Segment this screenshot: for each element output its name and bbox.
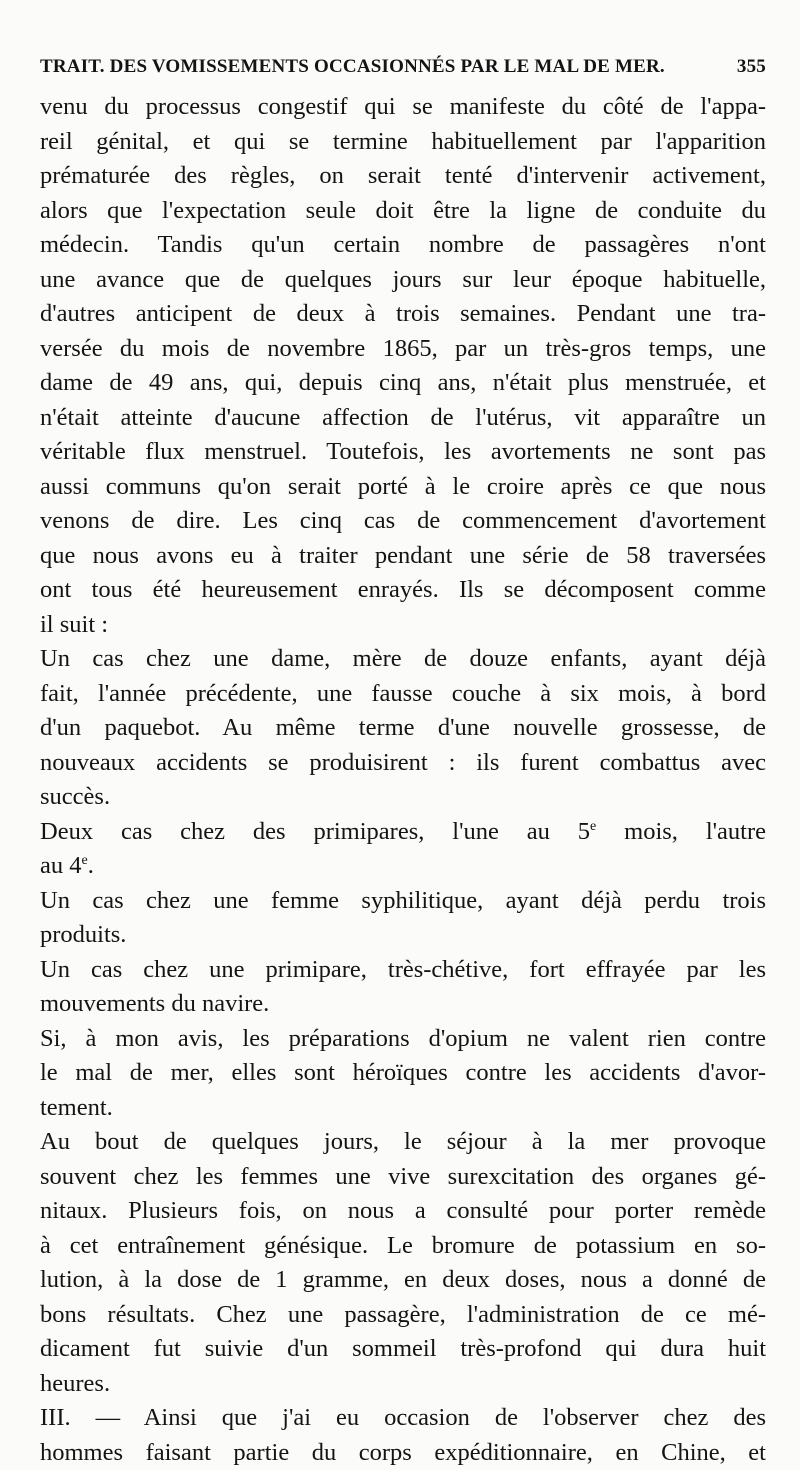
text-line: [40, 366, 766, 401]
text-line-content: d'un paquebot. Au même terme d'une nouvelle grossesse, de: [40, 714, 766, 741]
text-line: [40, 1436, 766, 1470]
text-line: [40, 1367, 766, 1402]
text-line: [40, 125, 766, 160]
text-line-content: dicament fut suivie d'un sommeil très-profond qui dura huit: [40, 1335, 766, 1362]
text-line-content: dame de 49 ans, qui, depuis cinq ans, n'était plus menstruée, et: [40, 369, 766, 396]
text-line: [40, 332, 766, 367]
text-line-content: lution, à la dose de 1 gramme, en deux doses, nous a donné de: [40, 1266, 766, 1293]
text-line: [40, 711, 766, 746]
text-line: [40, 987, 766, 1022]
text-line: [40, 1401, 766, 1436]
text-line-content: une avance que de quelques jours sur leur époque habituelle,: [40, 265, 766, 293]
text-line: [40, 1298, 766, 1333]
text-line: [40, 573, 766, 608]
text-line-content: nouveaux accidents se produisirent : ils furent combattus avec: [40, 748, 766, 776]
text-line-content: mouvements du navire.: [40, 990, 270, 1017]
running-head-title: TRAIT. DES VOMISSEMENTS OCCASIONNÉS PAR LE MAL DE MER.: [40, 56, 665, 77]
text-line-content: d'autres anticipent de deux à trois semaines. Pendant une tra-: [40, 300, 766, 327]
text-line: [40, 159, 766, 194]
text-line-content: nitaux. Plusieurs fois, on nous a consulté pour porter remède: [40, 1197, 766, 1224]
text-line: [40, 608, 766, 643]
text-line: [40, 1091, 766, 1126]
text-line: [40, 228, 766, 263]
body-text: [40, 90, 766, 1470]
text-line: [40, 1263, 766, 1298]
text-line: [40, 1022, 766, 1057]
text-line-content: bons résultats. Chez une passagère, l'administration de ce mé-: [40, 1300, 766, 1328]
text-line: [40, 953, 766, 988]
text-line-content: Au bout de quelques jours, le séjour à la mer provoque: [40, 1128, 766, 1155]
text-line: [40, 780, 766, 815]
text-line: [40, 918, 766, 953]
text-line-content: médecin. Tandis qu'un certain nombre de passagères n'ont: [40, 231, 766, 258]
text-line: [40, 401, 766, 436]
text-line: [40, 297, 766, 332]
text-line-content: reil génital, et qui se termine habituellement par l'apparition: [40, 127, 766, 155]
text-line-content: versée du mois de novembre 1865, par un très-gros temps, une: [40, 334, 766, 362]
text-line-content: tement.: [40, 1093, 113, 1121]
text-line: [40, 1229, 766, 1264]
text-line: [40, 1194, 766, 1229]
ordinal-superscript: e: [81, 852, 88, 868]
text-line-content: il suit :: [40, 610, 109, 638]
text-line: [40, 1160, 766, 1195]
page-number: 355: [736, 56, 766, 77]
text-line: [40, 1125, 766, 1160]
text-line: [40, 539, 766, 574]
running-head: [40, 56, 766, 78]
text-line: [40, 642, 766, 677]
text-line: [40, 435, 766, 470]
ordinal-superscript: e: [590, 818, 597, 834]
text-line-content: heures.: [40, 1369, 111, 1397]
text-line: [40, 677, 766, 712]
text-line-content: venu du processus congestif qui se manifeste du côté de l'appa-: [40, 93, 766, 120]
text-line-content: Un cas chez une femme syphilitique, ayant déjà perdu trois: [40, 886, 766, 914]
text-line: [40, 746, 766, 781]
text-line-content: produits.: [40, 921, 127, 948]
text-line: [40, 90, 766, 125]
text-line: [40, 1332, 766, 1367]
text-line-content: Deux cas chez des primipares, l'une au 5: [40, 817, 591, 845]
text-line-content: souvent chez les femmes une vive surexcitation des organes gé-: [40, 1162, 766, 1190]
text-line-content: Si, à mon avis, les préparations d'opium ne valent rien contre: [40, 1024, 766, 1052]
text-line-continuation: .: [87, 852, 94, 879]
text-line-content: véritable flux menstruel. Toutefois, les avortements ne sont pas: [40, 438, 766, 465]
text-line-content: hommes faisant partie du corps expéditionnaire, en Chine, et: [40, 1438, 766, 1466]
text-line: [40, 504, 766, 539]
text-line: [40, 849, 766, 884]
text-line-continuation: mois, l'autre: [596, 817, 766, 845]
text-line-content: succès.: [40, 783, 111, 810]
text-line-content: n'était atteinte d'aucune affection de l'utérus, vit apparaître un: [40, 403, 766, 431]
text-line-content: III. — Ainsi que j'ai eu occasion de l'observer chez des: [40, 1404, 766, 1431]
text-line: [40, 815, 766, 850]
text-line-content: venons de dire. Les cinq cas de commencement d'avortement: [40, 507, 766, 534]
text-line: [40, 263, 766, 298]
text-line: [40, 884, 766, 919]
text-line-content: prématurée des règles, on serait tenté d'intervenir activement,: [40, 162, 766, 189]
text-line-content: au 4: [40, 852, 82, 879]
text-line-content: Un cas chez une dame, mère de douze enfants, ayant déjà: [40, 645, 766, 672]
text-line-content: à cet entraînement génésique. Le bromure de potassium en so-: [40, 1231, 766, 1259]
text-line-content: aussi communs qu'on serait porté à le croire après ce que nous: [40, 472, 766, 500]
text-line: [40, 194, 766, 229]
text-line: [40, 1056, 766, 1091]
text-line-content: fait, l'année précédente, une fausse couche à six mois, à bord: [40, 679, 766, 707]
text-line-content: ont tous été heureusement enrayés. Ils se décomposent comme: [40, 576, 766, 603]
text-line-content: le mal de mer, elles sont héroïques contre les accidents d'avor-: [40, 1059, 766, 1086]
text-line-content: que nous avons eu à traiter pendant une série de 58 traversées: [40, 541, 766, 569]
text-line-content: Un cas chez une primipare, très-chétive, fort effrayée par les: [40, 955, 766, 983]
text-line: [40, 470, 766, 505]
text-line-content: alors que l'expectation seule doit être la ligne de conduite du: [40, 196, 766, 224]
